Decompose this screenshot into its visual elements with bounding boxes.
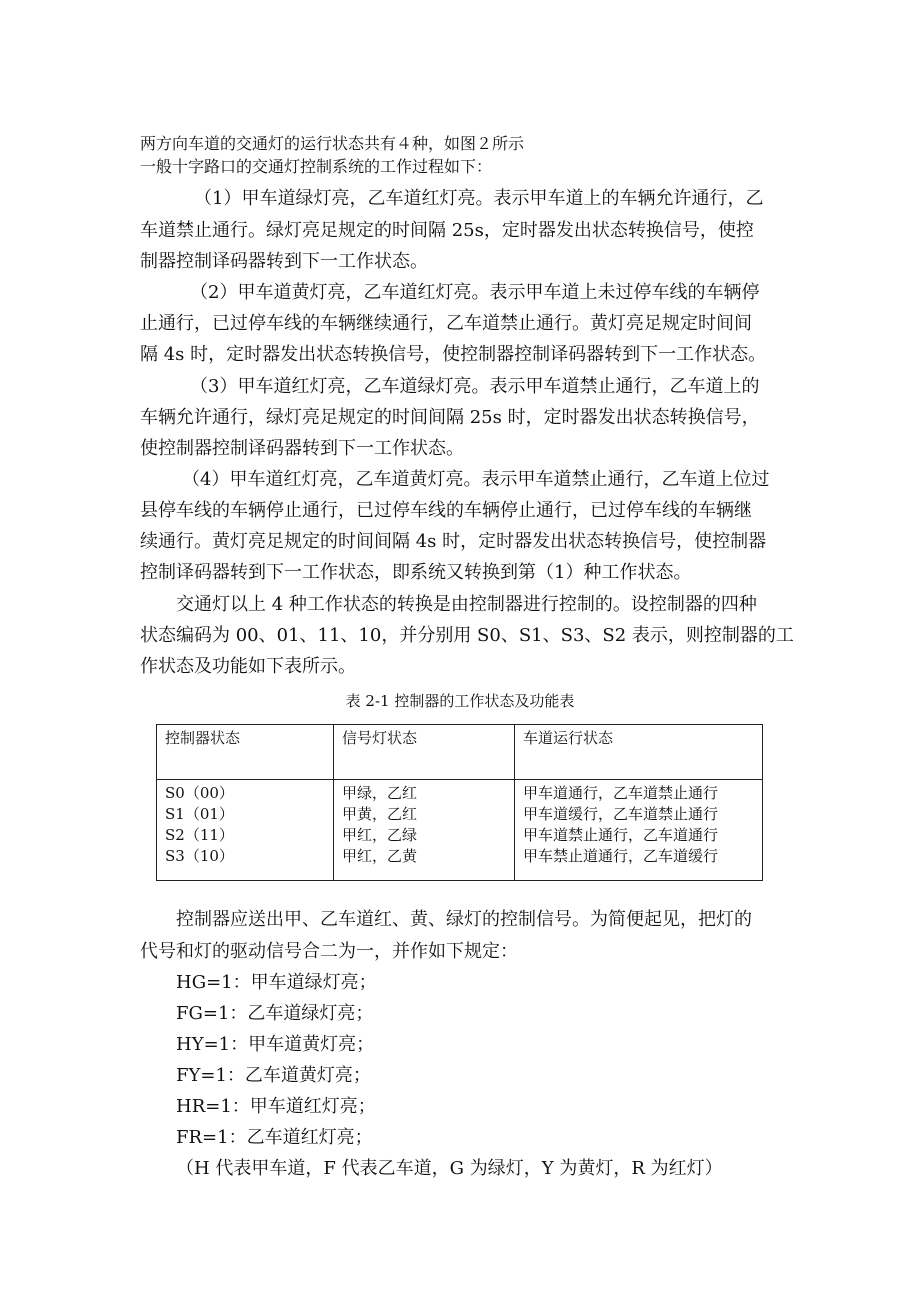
state-2-line-3: 隔 4s 时，定时器发出状态转换信号，使控制器控制译码器转到下一工作状态。: [140, 344, 767, 365]
state-1-line-1: （1）甲车道绿灯亮，乙车道红灯亮。表示甲车道上的车辆允许通行，乙: [194, 188, 764, 209]
table-cell-line: 甲车道通行，乙车道禁止通行: [523, 784, 719, 802]
table-header-row: [157, 725, 763, 780]
intro-line-2: 一般十字路口的交通灯控制系统的工作过程如下：: [140, 157, 493, 176]
state-4-line-3: 续通行。黄灯亮足规定的时间间隔 4s 时，定时器发出状态转换信号，使控制器: [140, 531, 767, 552]
state-3-line-2: 车辆允许通行，绿灯亮足规定的时间间隔 25s 时，定时器发出状态转换信号，: [140, 407, 760, 428]
state-4-line-2: 县停车线的车辆停止通行，已过停车线的车辆停止通行，已过停车线的车辆继: [140, 500, 752, 521]
legend-note: （H 代表甲车道，F 代表乙车道，G 为绿灯，Y 为黄灯，R 为红灯）: [176, 1158, 723, 1179]
summary-line-1: 交通灯以上 4 种工作状态的转换是由控制器进行控制的。设控制器的四种: [176, 594, 757, 615]
definition-fg: FG=1：乙车道绿灯亮；: [176, 1003, 374, 1024]
table-cell-line: 甲红，乙绿: [342, 826, 418, 844]
state-3-line-3: 使控制器控制译码器转到下一工作状态。: [140, 438, 464, 459]
summary-line-3: 作状态及功能如下表所示。: [140, 656, 356, 677]
table-cell-line: 甲车道缓行，乙车道禁止通行: [523, 805, 719, 823]
state-1-line-2: 车道禁止通行。绿灯亮足规定的时间隔 25s，定时器发出状态转换信号，使控: [140, 220, 754, 241]
definition-fy: FY=1：乙车道黄灯亮；: [176, 1065, 371, 1086]
controller-state-table: [156, 724, 763, 881]
table-cell-controller-state: [157, 780, 334, 881]
state-4-line-4: 控制译码器转到下一工作状态，即系统又转换到第（1）种工作状态。: [140, 562, 692, 583]
table-cell-signal-state: [334, 780, 515, 881]
definition-hg: HG=1：甲车道绿灯亮；: [176, 972, 377, 993]
state-2-line-2: 止通行，已过停车线的车辆继续通行，乙车道禁止通行。黄灯亮足规定时间间: [140, 313, 752, 334]
definition-hr: HR=1：甲车道红灯亮；: [176, 1096, 376, 1117]
table-cell-line: 甲黄，乙红: [342, 805, 418, 823]
intro-line-1: 两方向车道的交通灯的运行状态共有４种，如图２所示: [140, 134, 525, 153]
definition-hy: HY=1：甲车道黄灯亮；: [176, 1034, 375, 1055]
definition-fr: FR=1：乙车道红灯亮；: [176, 1127, 373, 1148]
table-cell-line: 甲车禁止道通行，乙车道缓行: [523, 847, 719, 865]
table-cell-line: S0（00）: [165, 784, 234, 802]
state-1-line-3: 制器控制译码器转到下一工作状态。: [140, 251, 428, 272]
table-row: [157, 780, 763, 881]
state-2-line-1: （2）甲车道黄灯亮，乙车道红灯亮。表示甲车道上未过停车线的车辆停: [190, 282, 760, 303]
summary-line-2: 状态编码为 00、01、11、10，并分别用 S0、S1、S3、S2 表示，则控制器的工: [140, 625, 794, 646]
table-cell-line: S1（01）: [165, 805, 234, 823]
table-header-cell: 信号灯状态: [334, 725, 515, 780]
table-header-cell: 控制器状态: [157, 725, 334, 780]
table-cell-line: S2（11）: [165, 826, 234, 844]
state-3-line-1: （3）甲车道红灯亮，乙车道绿灯亮。表示甲车道禁止通行，乙车道上的: [190, 376, 760, 397]
after-table-line-1: 控制器应送出甲、乙车道红、黄、绿灯的控制信号。为简便起见，把灯的: [176, 909, 752, 930]
table-cell-line: 甲绿，乙红: [342, 784, 418, 802]
table-cell-line: S3（10）: [165, 847, 234, 865]
table-header-cell: 车道运行状态: [515, 725, 763, 780]
after-table-line-2: 代号和灯的驱动信号合二为一，并作如下规定：: [140, 941, 518, 962]
table-cell-lane-state: [515, 780, 763, 881]
state-4-line-1: （4）甲车道红灯亮，乙车道黄灯亮。表示甲车道禁止通行，乙车道上位过: [182, 469, 770, 490]
table-caption: 表 2-1 控制器的工作状态及功能表: [345, 692, 575, 710]
table-cell-line: 甲红，乙黄: [342, 847, 418, 865]
table-cell-line: 甲车道禁止通行，乙车道通行: [523, 826, 719, 844]
